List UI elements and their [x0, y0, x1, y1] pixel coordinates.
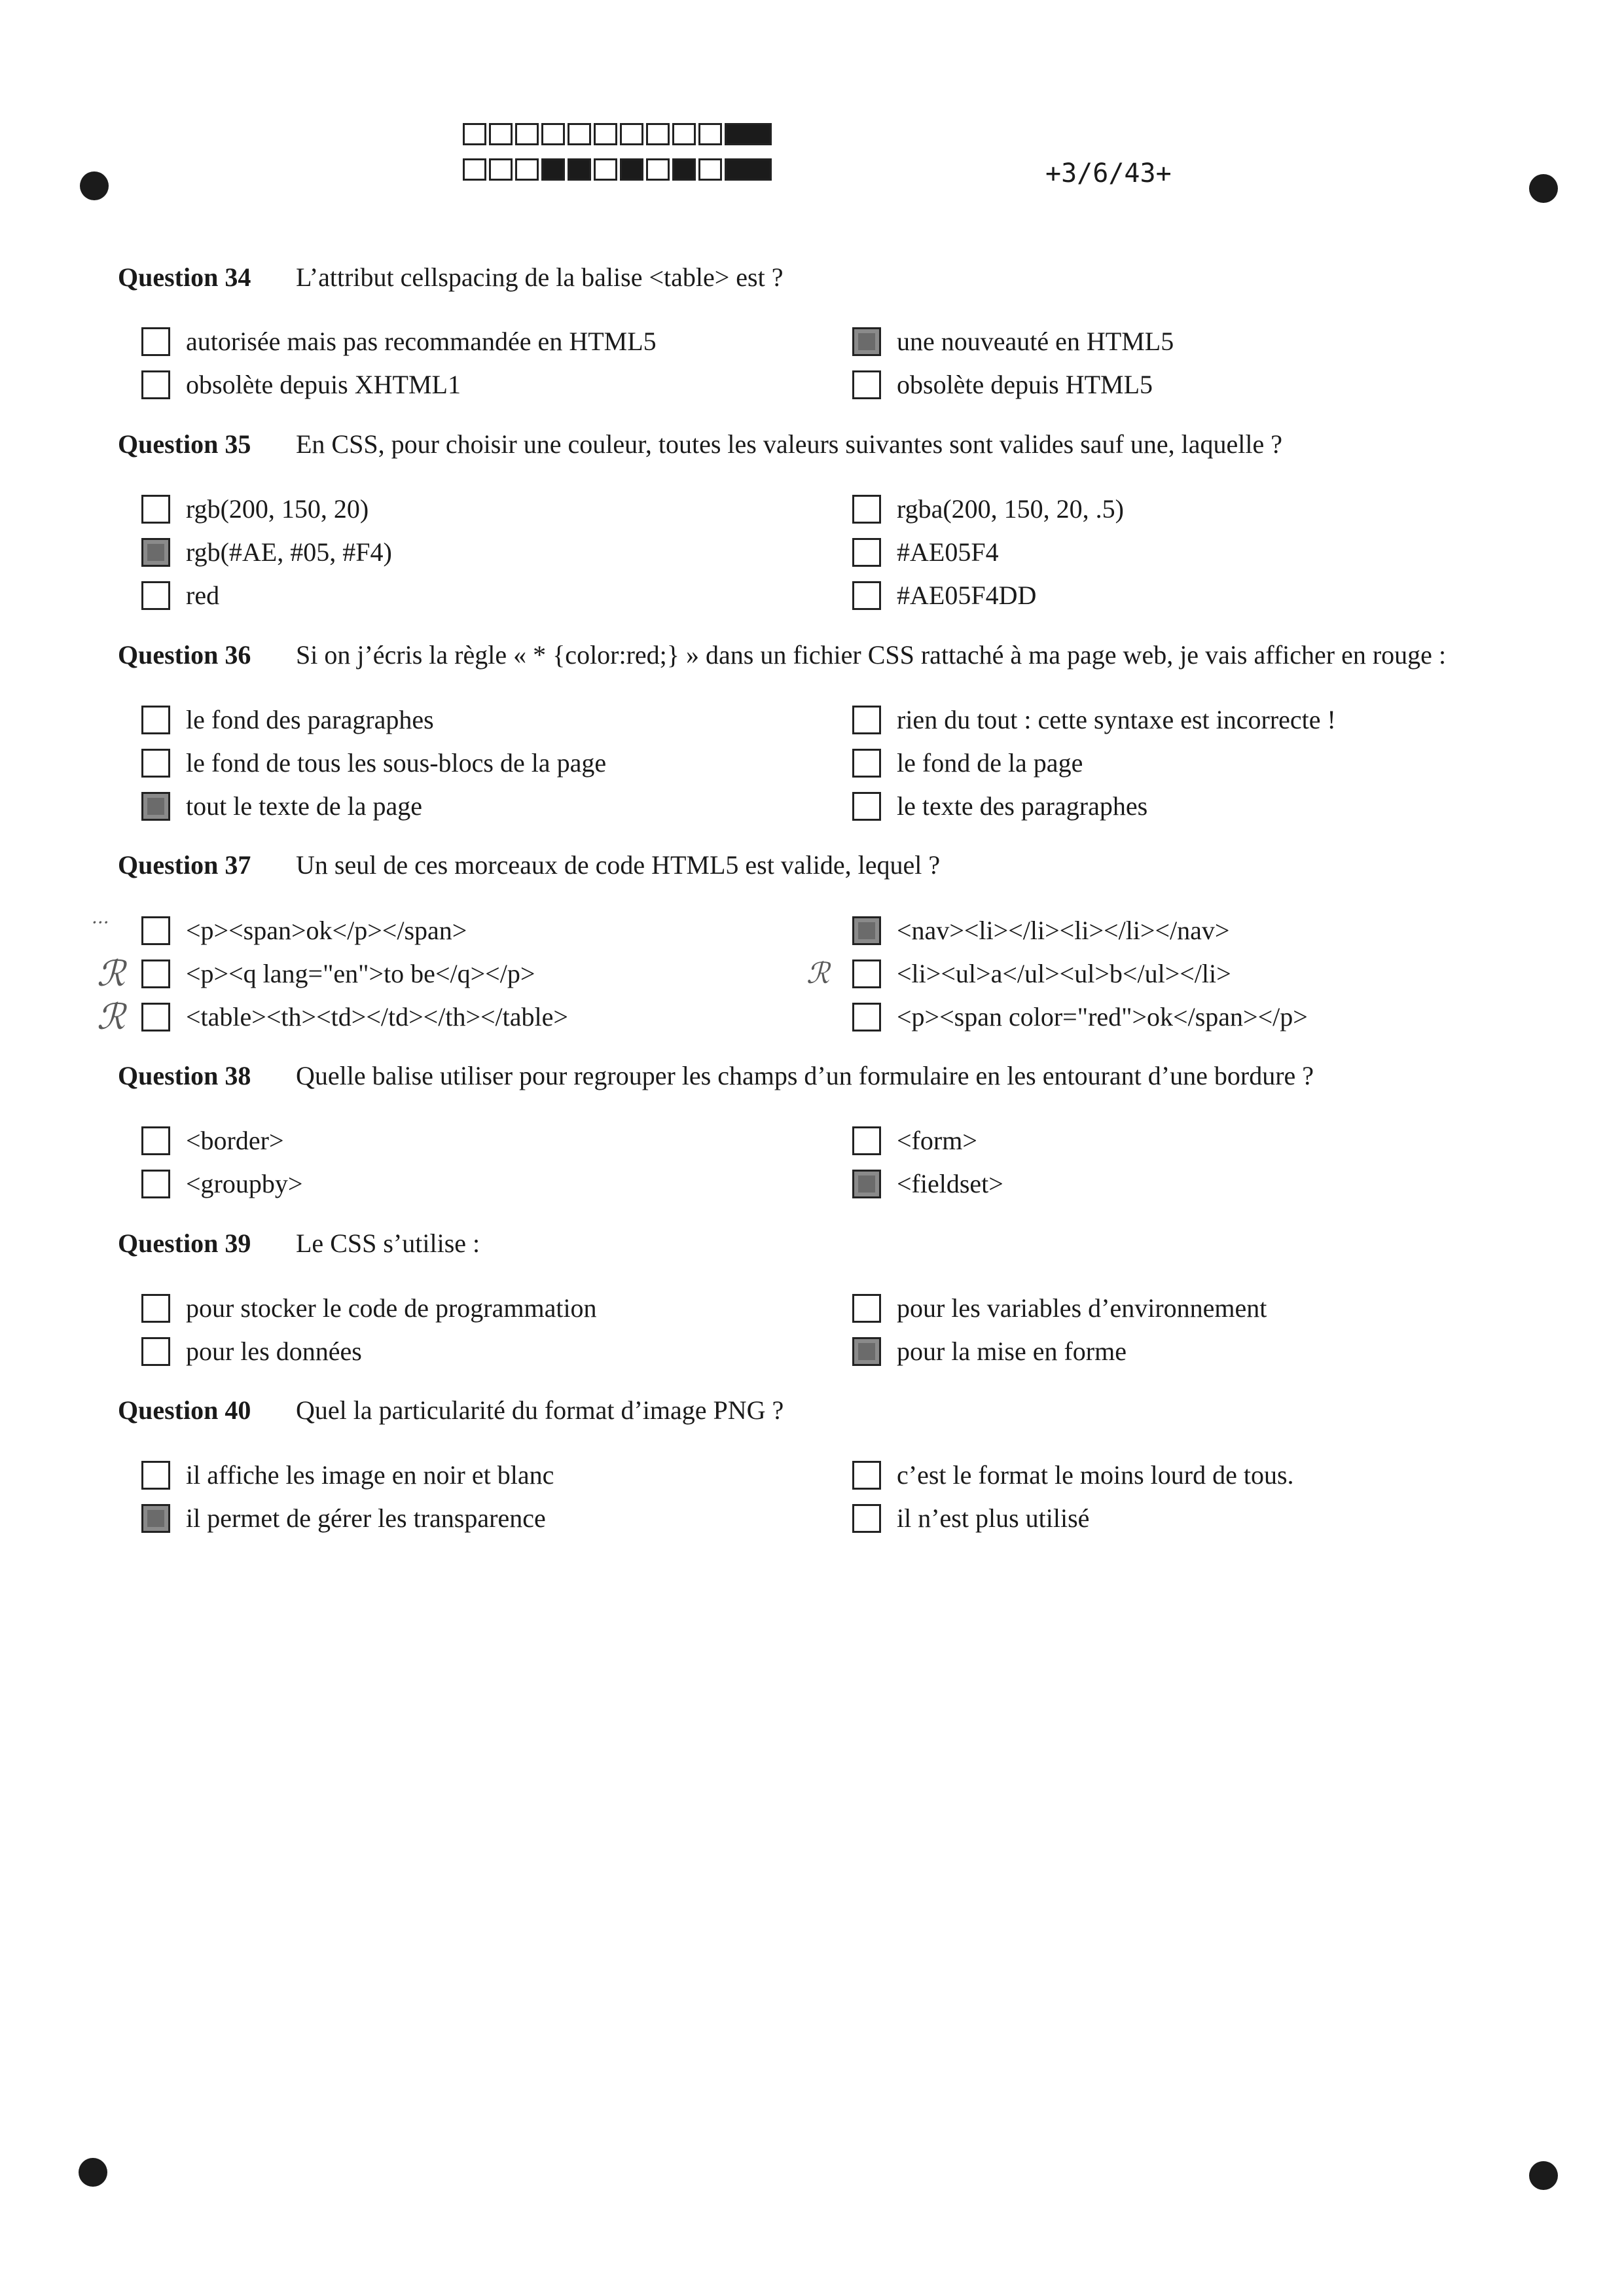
code-cell-filled: [725, 158, 772, 181]
answer-checkbox[interactable]: [141, 1461, 170, 1490]
answer-option[interactable]: [141, 1001, 568, 1032]
pencil-mark: ℛ: [97, 996, 126, 1037]
registration-mark-bottom-left: [79, 2158, 107, 2187]
registration-mark-top-right: [1529, 174, 1558, 203]
code-cell-filled: [541, 158, 565, 181]
code-cell: [515, 123, 539, 145]
question-number: Question 40: [118, 1395, 251, 1425]
answer-checkbox[interactable]: [852, 792, 881, 821]
question-text: L’attribut cellspacing de la balise <table> est ?: [296, 262, 784, 292]
answer-label: #AE05F4DD: [897, 581, 1037, 610]
answer-option[interactable]: [141, 1168, 302, 1199]
answer-label: <table><th><td></td></th></table>: [186, 1002, 568, 1031]
answer-option[interactable]: [141, 915, 467, 946]
answer-label: red: [186, 581, 220, 610]
answer-option[interactable]: [141, 537, 392, 567]
answer-label: <p><q lang="en">to be</q></p>: [186, 959, 535, 988]
pencil-mark: ℛ: [97, 953, 126, 994]
answer-option[interactable]: [141, 1336, 362, 1367]
answer-label: obsolète depuis HTML5: [897, 370, 1153, 399]
answer-label: il permet de gérer les transparence: [186, 1503, 546, 1533]
answer-checkbox-checked[interactable]: [852, 327, 881, 356]
answer-option[interactable]: [852, 369, 1153, 400]
question-number: Question 37: [118, 850, 251, 880]
answer-checkbox-checked[interactable]: [141, 792, 170, 821]
answer-label: <p><span color="red">ok</span></p>: [897, 1002, 1308, 1031]
answer-checkbox[interactable]: [141, 327, 170, 356]
question-number: Question 38: [118, 1061, 251, 1090]
answer-option[interactable]: [141, 1503, 546, 1534]
answer-option[interactable]: [852, 1168, 1003, 1199]
code-cell: [594, 158, 617, 181]
answer-checkbox[interactable]: [852, 495, 881, 524]
answer-label: il affiche les image en noir et blanc: [186, 1460, 554, 1490]
answer-label: <nav><li></li><li></li></nav>: [897, 916, 1230, 945]
answer-option[interactable]: [852, 1125, 977, 1156]
answer-label: pour la mise en forme: [897, 1336, 1127, 1366]
answer-label: c’est le format le moins lourd de tous.: [897, 1460, 1294, 1490]
answer-checkbox[interactable]: [852, 706, 881, 734]
answer-checkbox[interactable]: [141, 960, 170, 988]
answer-checkbox-checked[interactable]: [852, 916, 881, 945]
answer-label: autorisée mais pas recommandée en HTML5: [186, 327, 657, 356]
code-cell-filled: [725, 123, 772, 145]
sheet-id: +3/6/43+: [1045, 158, 1172, 188]
code-cell-filled: [568, 158, 591, 181]
question-text: En CSS, pour choisir une couleur, toutes les valeurs suivantes sont valides sauf une, laquelle ?: [296, 429, 1282, 459]
answer-label: le fond de la page: [897, 748, 1083, 778]
answer-label: pour les variables d’environnement: [897, 1293, 1267, 1323]
code-cell: [568, 123, 591, 145]
answer-checkbox[interactable]: [852, 1461, 881, 1490]
answer-label: le texte des paragraphes: [897, 791, 1148, 821]
answer-checkbox[interactable]: [852, 538, 881, 567]
answer-label: rgb(#AE, #05, #F4): [186, 537, 392, 567]
answer-label: obsolète depuis XHTML1: [186, 370, 461, 399]
code-cell: [698, 123, 722, 145]
answer-checkbox[interactable]: [141, 1170, 170, 1198]
answer-label: #AE05F4: [897, 537, 999, 567]
code-cell: [646, 158, 670, 181]
page-code-row-2: [463, 158, 774, 181]
answer-checkbox[interactable]: [852, 1504, 881, 1533]
answer-option[interactable]: [852, 791, 1147, 821]
answer-checkbox[interactable]: [141, 1294, 170, 1323]
answer-label: le fond de tous les sous-blocs de la page: [186, 748, 607, 778]
answer-checkbox-checked[interactable]: [141, 538, 170, 567]
answer-checkbox-checked[interactable]: [852, 1337, 881, 1366]
answer-checkbox-checked[interactable]: [141, 1504, 170, 1533]
answer-option[interactable]: [141, 326, 657, 357]
answer-checkbox[interactable]: [141, 1003, 170, 1031]
question-text: Quel la particularité du format d’image PNG ?: [296, 1395, 784, 1425]
code-cell: [489, 158, 513, 181]
code-cell: [463, 123, 486, 145]
registration-mark-top-left: [80, 171, 109, 200]
answer-label: <border>: [186, 1126, 284, 1155]
answer-option[interactable]: [141, 1293, 597, 1323]
answer-option[interactable]: [852, 747, 1083, 778]
code-cell: [541, 123, 565, 145]
answer-checkbox[interactable]: [852, 581, 881, 610]
code-cell: [489, 123, 513, 145]
answer-checkbox[interactable]: [141, 916, 170, 945]
answer-checkbox[interactable]: [852, 370, 881, 399]
answer-label: <li><ul>a</ul><ul>b</ul></li>: [897, 959, 1231, 988]
answer-checkbox[interactable]: [141, 370, 170, 399]
answer-option[interactable]: [852, 704, 1336, 735]
answer-label: <groupby>: [186, 1169, 303, 1198]
answer-option[interactable]: [852, 1293, 1267, 1323]
answer-option[interactable]: [852, 915, 1229, 946]
code-cell: [646, 123, 670, 145]
answer-checkbox[interactable]: [141, 1337, 170, 1366]
code-cell: [515, 158, 539, 181]
answer-label: le fond des paragraphes: [186, 705, 434, 734]
question-number: Question 39: [118, 1229, 251, 1258]
answer-label: rien du tout : cette syntaxe est incorrecte !: [897, 705, 1336, 734]
code-cell: [463, 158, 486, 181]
question-number: Question 36: [118, 640, 251, 670]
answer-label: pour stocker le code de programmation: [186, 1293, 597, 1323]
answer-option[interactable]: [852, 493, 1124, 524]
answer-label: une nouveauté en HTML5: [897, 327, 1174, 356]
answer-checkbox[interactable]: [141, 749, 170, 778]
answer-label: <form>: [897, 1126, 977, 1155]
answer-option[interactable]: [852, 580, 1036, 611]
answer-option[interactable]: [852, 1503, 1089, 1534]
registration-mark-bottom-right: [1529, 2161, 1558, 2190]
answer-checkbox-checked[interactable]: [852, 1170, 881, 1198]
answer-option[interactable]: [141, 1125, 284, 1156]
answer-option[interactable]: [852, 326, 1174, 357]
answer-option[interactable]: [852, 1460, 1294, 1490]
answer-option[interactable]: [852, 1336, 1127, 1367]
answer-label: rgba(200, 150, 20, .5): [897, 494, 1124, 524]
answer-label: il n’est plus utilisé: [897, 1503, 1090, 1533]
code-cell: [698, 158, 722, 181]
answer-option[interactable]: [141, 747, 606, 778]
answer-option[interactable]: [852, 958, 1231, 989]
answer-option[interactable]: [852, 537, 999, 567]
answer-option[interactable]: [852, 1001, 1308, 1032]
code-cell-filled: [620, 158, 643, 181]
question-text: Le CSS s’utilise :: [296, 1229, 480, 1258]
answer-checkbox[interactable]: [141, 495, 170, 524]
answer-label: rgb(200, 150, 20): [186, 494, 369, 524]
pencil-mark: ℛ: [806, 957, 830, 990]
question-text: Quelle balise utiliser pour regrouper les champs d’un formulaire en les entourant d’une bordure ?: [296, 1061, 1314, 1090]
answer-label: tout le texte de la page: [186, 791, 422, 821]
answer-option[interactable]: [141, 1460, 554, 1490]
question-text: Un seul de ces morceaux de code HTML5 est valide, lequel ?: [296, 850, 941, 880]
answer-option[interactable]: [141, 580, 219, 611]
code-cell: [672, 123, 696, 145]
answer-label: <fieldset>: [897, 1169, 1003, 1198]
answer-option[interactable]: [141, 791, 422, 821]
answer-label: <p><span>ok</p></span>: [186, 916, 467, 945]
answer-checkbox[interactable]: [141, 706, 170, 734]
code-cell-filled: [672, 158, 696, 181]
answer-checkbox[interactable]: [852, 960, 881, 988]
answer-checkbox[interactable]: [852, 749, 881, 778]
question-text: Si on j’écris la règle « * {color:red;} » dans un fichier CSS rattaché à ma page web, je vais afficher en rouge :: [296, 640, 1447, 670]
question-number: Question 35: [118, 429, 251, 459]
code-cell: [594, 123, 617, 145]
answer-checkbox[interactable]: [141, 1126, 170, 1155]
answer-checkbox[interactable]: [852, 1003, 881, 1031]
code-cell: [620, 123, 643, 145]
page-code-row-1: [463, 123, 774, 145]
answer-option[interactable]: [141, 958, 535, 989]
answer-option[interactable]: [141, 704, 434, 735]
answer-checkbox[interactable]: [852, 1126, 881, 1155]
pencil-mark: ···: [92, 912, 109, 933]
answer-label: pour les données: [186, 1336, 362, 1366]
answer-checkbox[interactable]: [141, 581, 170, 610]
answer-option[interactable]: [141, 369, 461, 400]
answer-option[interactable]: [141, 493, 369, 524]
question-number: Question 34: [118, 262, 251, 292]
answer-checkbox[interactable]: [852, 1294, 881, 1323]
